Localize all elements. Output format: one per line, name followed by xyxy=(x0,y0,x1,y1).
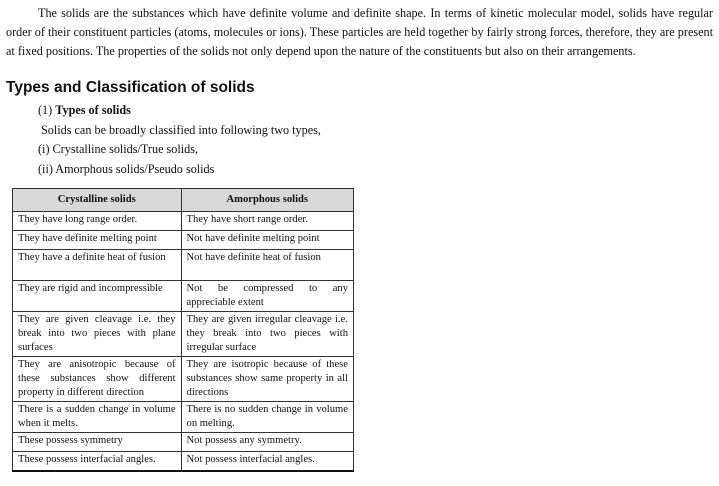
table-cell: These possess symmetry xyxy=(13,433,182,452)
table-cell: They are isotropic because of these substances show same property in all directions xyxy=(181,357,353,402)
table-cell: They are given irregular cleavage i.e. they break into two pieces with irregular surface xyxy=(181,312,353,357)
table-header-row xyxy=(13,189,354,212)
type-crystalline: (i) Crystalline solids/True solids, xyxy=(38,142,199,156)
table-cell: They are rigid and incompressible xyxy=(13,281,182,312)
column-header-amorphous: Amorphous solids xyxy=(181,189,353,212)
table-cell: They are given cleavage i.e. they break into two pieces with plane surfaces xyxy=(13,312,182,357)
table-cell: They are anisotropic because of these substances show different property in different direction xyxy=(13,357,182,402)
intro-paragraph: The solids are the substances which have definite volume and definite shape. In terms of kinetic molecular model, solids have regular order of their constituent particles (atoms, molecules or ions). These particles are held together by fairly strong forces, therefore, they are present at fixed positions. The properties of the solids not only depend upon the nature of the constituents but also on their arrangements. xyxy=(6,6,713,58)
table-cell: Not possess any symmetry. xyxy=(181,433,353,452)
table-cell: They have short range order. xyxy=(181,212,353,231)
table-cell: Not have definite heat of fusion xyxy=(181,250,353,281)
table-cell: They have a definite heat of fusion xyxy=(13,250,182,281)
table-row xyxy=(13,231,354,250)
table-row xyxy=(13,452,354,472)
table-cell: These possess interfacial angles. xyxy=(13,452,182,472)
table-row xyxy=(13,357,354,402)
subsection-title-line xyxy=(38,102,131,118)
classification-text: Solids can be broadly classified into following two types, xyxy=(41,123,321,137)
type-amorphous: (ii) Amorphous solids/Pseudo solids xyxy=(38,162,215,176)
table-row xyxy=(13,250,354,281)
table-cell: Not have definite melting point xyxy=(181,231,353,250)
subsection-number: (1) xyxy=(38,103,53,117)
comparison-table xyxy=(12,188,354,472)
table-row xyxy=(13,212,354,231)
section-heading: Types and Classification of solids xyxy=(6,79,255,96)
table-cell: There is no sudden change in volume on melting. xyxy=(181,402,353,433)
table-cell: They have definite melting point xyxy=(13,231,182,250)
table-cell: There is a sudden change in volume when it melts. xyxy=(13,402,182,433)
table-cell: They have long range order. xyxy=(13,212,182,231)
table-cell: Not be compressed to any appreciable extent xyxy=(181,281,353,312)
table-row xyxy=(13,281,354,312)
subsection-title: Types of solids xyxy=(55,103,131,117)
table-row xyxy=(13,402,354,433)
table-cell: Not possess interfacial angles. xyxy=(181,452,353,472)
table-row xyxy=(13,312,354,357)
column-header-crystalline: Crystalline solids xyxy=(13,189,182,212)
table-row xyxy=(13,433,354,452)
